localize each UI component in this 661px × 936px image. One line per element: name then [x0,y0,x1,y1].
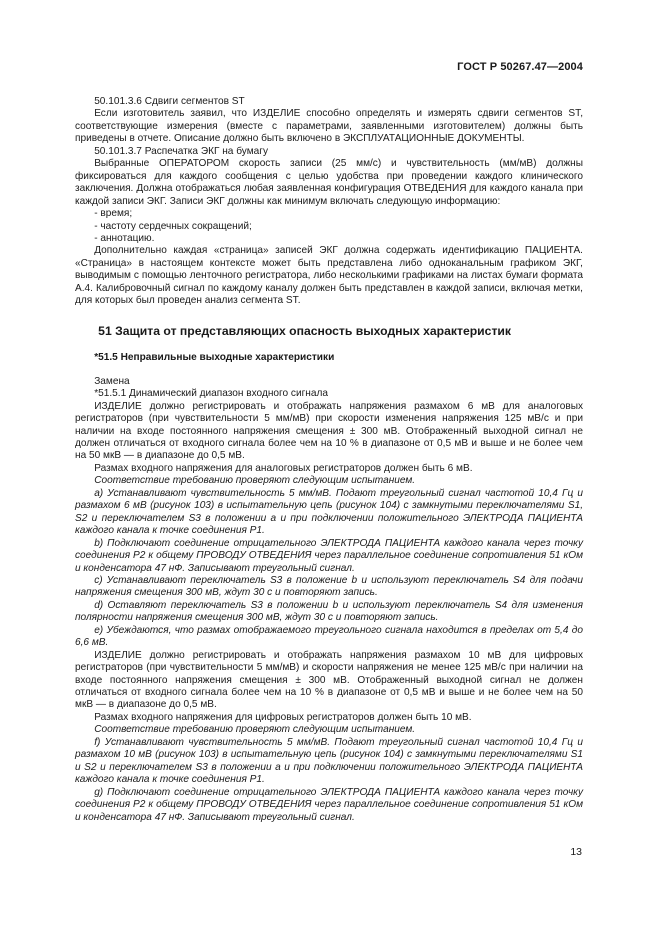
paragraph: Замена [94,375,130,387]
paragraph: Соответствие требованию проверяют следующим испытанием. [94,724,416,736]
paragraph: Размах входного напряжения для цифровых регистраторов должен быть 10 мВ. [94,711,472,723]
paragraph: ИЗДЕЛИЕ должно регистрировать и отображать напряжения размахом 10 мВ для цифровых регистраторов (при чувствительности 5 мм/мВ) и скорости напряжения не менее 125 мВ/с при наличии на входе постоянного напряжения смещения ± 300 мВ. Отображенный выходной сигнал не должен отличаться от входного сигнала более чем на 10 % в диапазоне от 0,5 мВ и выше и не более чем на 50 мкВ — в диапазоне до 0,5 мВ. [75,649,583,711]
paragraph: b) Подключают соединение отрицательного ЭЛЕКТРОДА ПАЦИЕНТА каждого канала через точку соединения Р2 к общему ПРОВОДУ ОТВЕДЕНИЯ через параллельное соединение сопротивления 51 кОм и конденсатора 47 нФ. Записывают треугольный сигнал. [75,537,583,574]
section-heading: 51 Защита от представляющих опасность выходных характеристик [98,323,512,338]
paragraphs-top [75,96,583,308]
paragraph: *51.5.1 Динамический диапазон входного сигнала [94,388,328,400]
page-number: 13 [570,846,582,858]
paragraph: Соответствие требованию проверяют следующим испытанием. [94,475,416,487]
paragraph: с) Устанавливают переключатель S3 в положение b и используют переключатель S4 для подачи напряжения смещения 300 мВ, ждут 30 с и повторяют запись. [75,574,583,599]
paragraph: Если изготовитель заявил, что ИЗДЕЛИЕ способно определять и измерять сдвиги сегментов ST, соответствующие измерения (вместе с параметрами, заявленными изготовителем) должны быть приведены в отчете. Описание должно быть включено в ЭКСПЛУАТАЦИОННЫЕ ДОКУМЕНТЫ. [75,108,583,145]
paragraph: f) Устанавливают чувствительность 5 мм/мВ. Подают треугольный сигнал частотой 10,4 Гц и размахом 10 мВ (рисунок 103) в испытательную цепь (рисунок 104) с замкнутыми переключателями S1 и S2 и переключателем S3 в положении a и при подключении положительного ЭЛЕКТРОДА ПАЦИЕНТА каждого канала к точке соединения Р1. [75,736,583,786]
paragraph: ИЗДЕЛИЕ должно регистрировать и отображать напряжения размахом 6 мВ для аналоговых регистраторов (при чувствительности 5 мм/мВ) при скорости изменения напряжения 125 мВ/с и при наличии на входе постоянного напряжения смещения ± 300 мВ. Отображенный выходной сигнал не должен отличаться от входного сигнала более чем на 10 % в диапазоне от 0,5 мВ и выше и не более чем на 50 мкВ — в диапазоне до 0,5 мВ. [75,400,583,462]
paragraph: 50.101.3.6 Сдвиги сегментов ST [94,96,245,107]
standard-header: ГОСТ Р 50267.47—2004 [457,61,583,73]
subsection-heading: *51.5 Неправильные выходные характеристики [94,351,335,363]
list-item: - время; [94,208,133,220]
paragraph: а) Устанавливают чувствительность 5 мм/мВ. Подают треугольный сигнал частотой 10,4 Гц и размахом 6 мВ (рисунок 103) в испытательную цепь (рисунок 104) с замкнутыми переключателями S1, S2 и переключателем S3 в положении a и при подключении положительного ЭЛЕКТРОДА ПАЦИЕНТА каждого канала к точке соединения Р1. [75,487,583,537]
paragraph: d) Оставляют переключатель S3 в положении b и используют переключатель S4 для изменения полярности напряжения смещения 300 мВ, ждут 30 с и повторяют запись. [75,599,583,624]
paragraph: Дополнительно каждая «страница» записей ЭКГ должна содержать идентификацию ПАЦИЕНТА. «Страница» в настоящем контексте может быть представлена либо одноканальным графиком ЭКГ, выводимым с помощью ленточного регистратора, либо несколькими графиками на листах бумаги формата А.4. Калибровочный сигнал по каждому каналу должен быть представлен в каждой записи, включая метки, для которых был проведен анализ сегмента ST. [75,245,583,307]
paragraph: Размах входного напряжения для аналоговых регистраторов должен быть 6 мВ. [94,462,473,474]
list-item: - аннотацию. [94,232,155,244]
page-body [75,96,583,824]
list-item: - частоту сердечных сокращений; [94,220,252,232]
paragraph: Выбранные ОПЕРАТОРОМ скорость записи (25 мм/с) и чувствительность (мм/мВ) должны фиксироваться для каждого сообщения с целью удобства при проведении каждого клинического заключения. Должна отображаться любая заявленная конфигурация ОТВЕДЕНИЯ для каждого канала при каждой записи ЭКГ. Записи ЭКГ должны как минимум включать следующую информацию: [75,158,583,207]
paragraph: 50.101.3.7 Распечатка ЭКГ на бумагу [94,145,269,157]
paragraphs-bottom [75,376,583,824]
paragraph: g) Подключают соединение отрицательного ЭЛЕКТРОДА ПАЦИЕНТА каждого канала через точку соединения Р2 к общему ПРОВОДУ ОТВЕДЕНИЯ через параллельное соединение сопротивления 51 кОм и конденсатора 47 нФ. Записывают треугольный сигнал. [75,786,583,823]
paragraph: е) Убеждаются, что размах отображаемого треугольного сигнала находится в пределах от 5,4 до 6,6 мВ. [75,624,583,649]
